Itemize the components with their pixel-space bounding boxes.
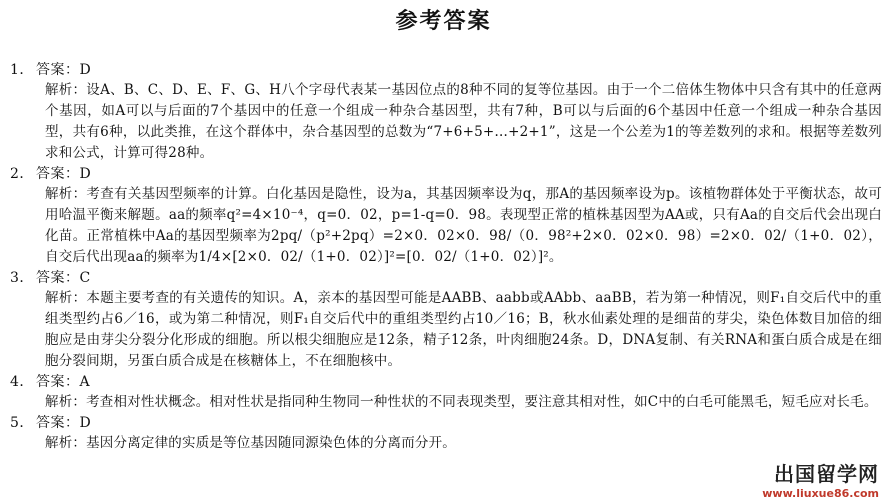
answer-text: 答案：C	[36, 270, 91, 286]
answer-item-1	[10, 60, 882, 164]
explanation-text: 解析：本题主要考查的有关遗传的知识。A，亲本的基因型可能是AABB、aabb或AAbb、aaBB，若为第一种情况，则F₁自交后代中的重组类型约占6／16，或为第二种情况，则F₁自交后代中的重组类型约占10／16；B，秋水仙素处理的是细苗的芽尖，染色体数目加倍的细胞应是由芽尖分裂分化形成的细胞。所以根尖细胞应是12条，精子12条，叶肉细胞24条。D，DNA复制、有关RNA和蛋白质合成是在细胞分裂间期，另蛋白质合成是在核糖体上，不在细胞核中。	[45, 290, 882, 369]
answer-text: 答案：D	[36, 415, 92, 431]
answer-text: 答案：A	[36, 374, 91, 390]
explanation-text: 解析：考查有关基因型频率的计算。白化基因是隐性，设为a，其基因频率设为q，那A的基因频率设为p。该植物群体处于平衡状态，故可用哈温平衡来解题。aa的频率q²=4×10⁻⁴，q=0．02，p=1-q=0．98。表现型正常的植株基因型为AA或，只有Aa的自交后代会出现白化苗。正常植株中Aa的基因型频率为2pq/（p²+2pq）=2×0．02×0．98/（0．98²+2×0．02×0．98）=2×0．02/（1+0．02），自交后代出现aa的频率为1/4×[2×0．02/（1+0．02）]²=[0．02/（1+0．02）]²。	[45, 186, 882, 265]
page-title: 参考答案	[395, 9, 492, 34]
answer-item-2	[10, 164, 882, 268]
item-number: 2．	[10, 166, 34, 182]
item-number: 1．	[10, 62, 34, 78]
answer-text: 答案：D	[36, 166, 92, 182]
item-number: 4．	[10, 374, 34, 390]
watermark-name: 出国留学网	[774, 462, 879, 486]
item-number: 5．	[10, 415, 34, 431]
answer-text: 答案：D	[36, 62, 92, 78]
explanation-text: 解析：考查相对性状概念。相对性状是指同种生物同一种性状的不同表现类型，要注意其相对性，如C中的白毛可能黑毛，短毛应对长毛。	[45, 394, 878, 410]
watermark-url: www.liuxue86.com	[762, 487, 879, 500]
answer-item-4	[10, 372, 882, 413]
explanation-text: 解析：基因分离定律的实质是等位基因随同源染色体的分离而分开。	[45, 435, 456, 451]
explanation-text: 解析：设A、B、C、D、E、F、G、H八个字母代表某一基因位点的8种不同的复等位基因。由于一个二倍体生物体中只含有其中的任意两个基因，如A可以与后面的7个基因中的任意一个组成一种杂合基因型，共有7种，B可以与后面的6个基因中任意一个组成一种杂合基因型，共有6种，以此类推，在这个群体中，杂合基因型的总数为“7+6+5+…+2+1”，这是一个公差为1的等差数列的求和。根据等差数列求和公式，计算可得28种。	[45, 82, 882, 161]
answer-item-5	[10, 413, 882, 454]
item-number: 3．	[10, 270, 34, 286]
site-watermark	[762, 458, 879, 500]
answer-list	[10, 60, 882, 454]
answer-item-3	[10, 268, 882, 372]
